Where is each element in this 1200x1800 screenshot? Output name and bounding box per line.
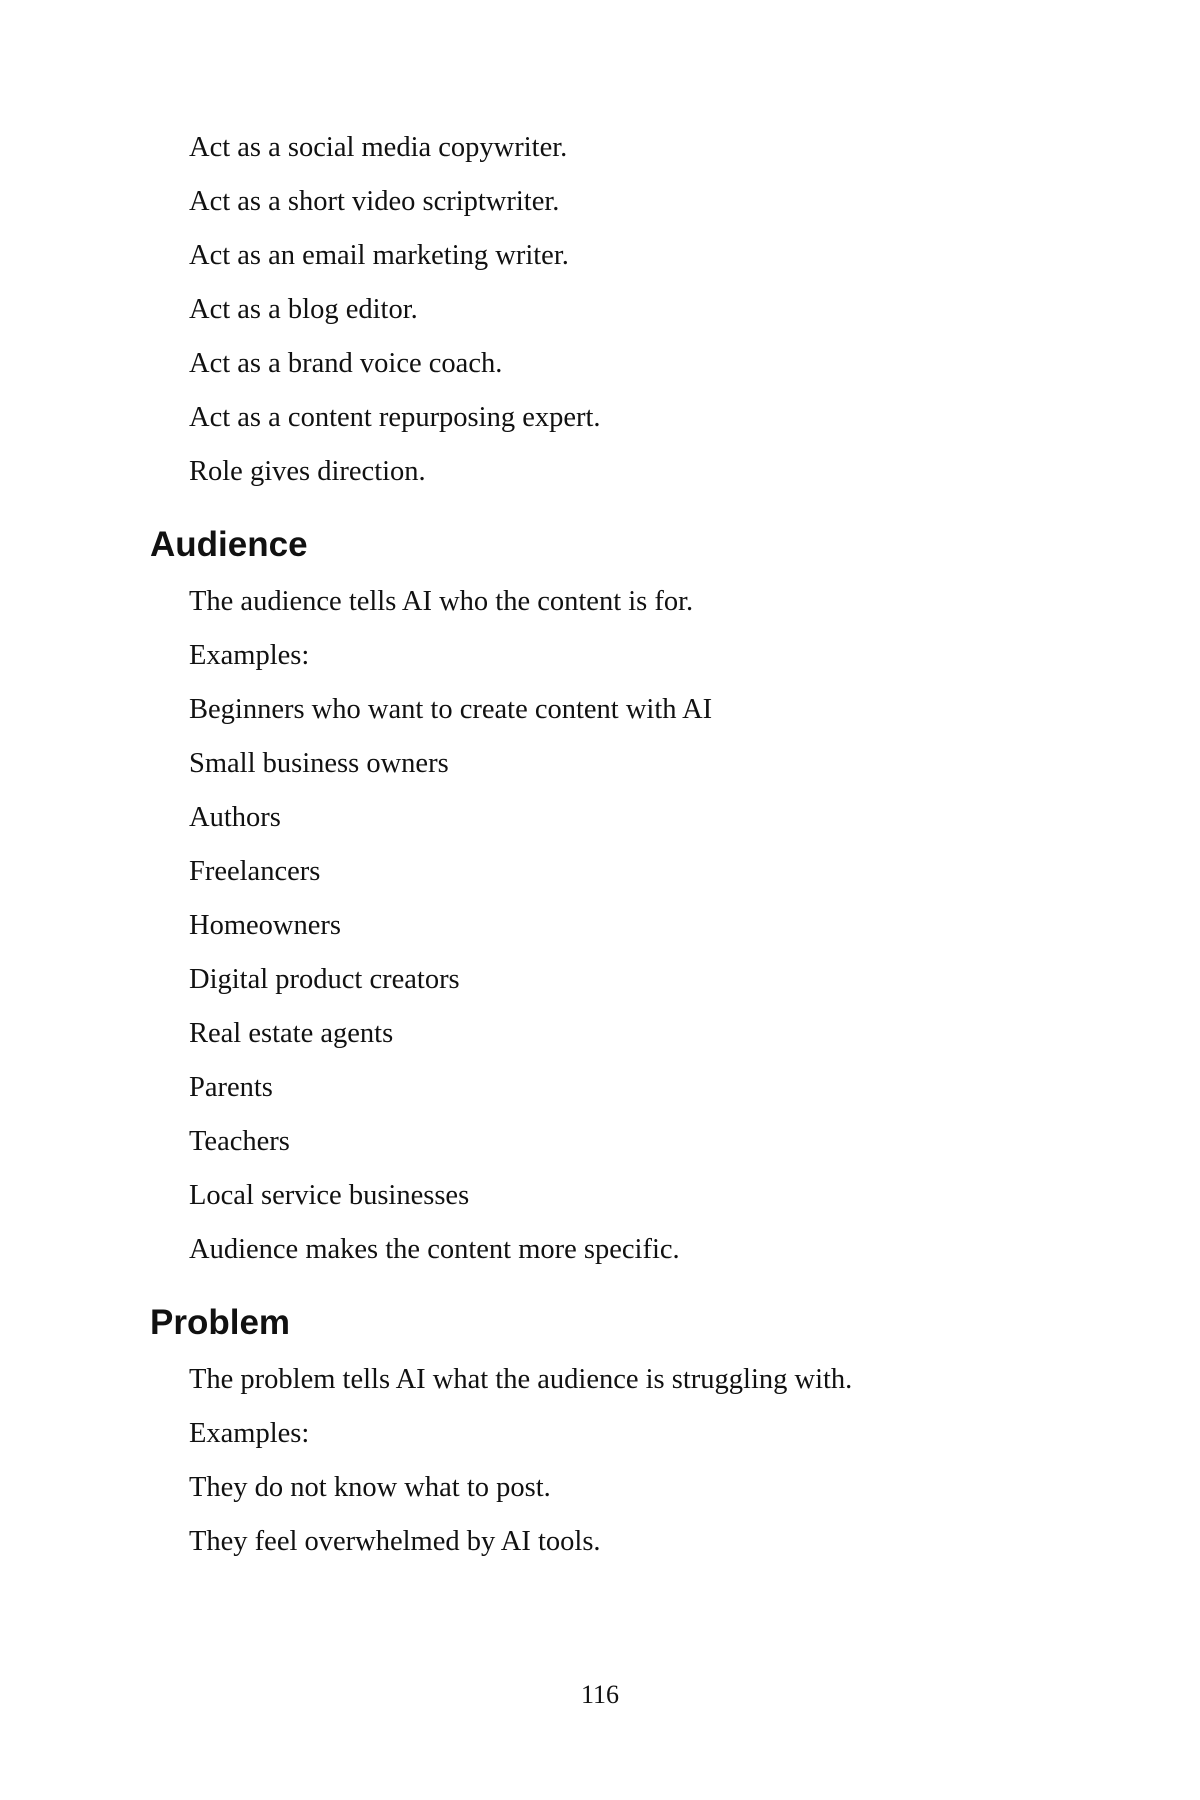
audience-example: Real estate agents <box>189 1018 394 1049</box>
audience-intro: The audience tells AI who the content is for. <box>189 586 694 617</box>
audience-example: Beginners who want to create content with AI <box>189 694 713 725</box>
problem-example: They do not know what to post. <box>189 1472 551 1503</box>
audience-example: Homeowners <box>189 910 341 941</box>
audience-example: Digital product creators <box>189 964 460 995</box>
page-content <box>150 130 1070 1578</box>
audience-example: Parents <box>189 1072 273 1103</box>
audience-heading: Audience <box>150 525 308 564</box>
audience-summary: Audience makes the content more specific. <box>189 1234 680 1265</box>
problem-examples-label: Examples: <box>189 1418 310 1449</box>
page-number: 116 <box>580 1680 620 1709</box>
role-line: Act as a social media copywriter. <box>189 132 568 163</box>
audience-examples-label: Examples: <box>189 640 310 671</box>
problem-intro: The problem tells AI what the audience is struggling with. <box>189 1364 853 1395</box>
role-line: Act as a short video scriptwriter. <box>189 186 560 217</box>
role-line: Act as a brand voice coach. <box>189 348 503 379</box>
role-summary: Role gives direction. <box>189 456 426 487</box>
role-line: Act as a blog editor. <box>189 294 418 325</box>
problem-heading: Problem <box>150 1303 291 1342</box>
role-line: Act as a content repurposing expert. <box>189 402 601 433</box>
problem-example: They feel overwhelmed by AI tools. <box>189 1526 601 1557</box>
audience-example: Teachers <box>189 1126 290 1157</box>
audience-example: Local service businesses <box>189 1180 470 1211</box>
audience-example: Authors <box>189 802 281 833</box>
audience-example: Freelancers <box>189 856 321 887</box>
role-line: Act as an email marketing writer. <box>189 240 569 271</box>
audience-example: Small business owners <box>189 748 449 779</box>
